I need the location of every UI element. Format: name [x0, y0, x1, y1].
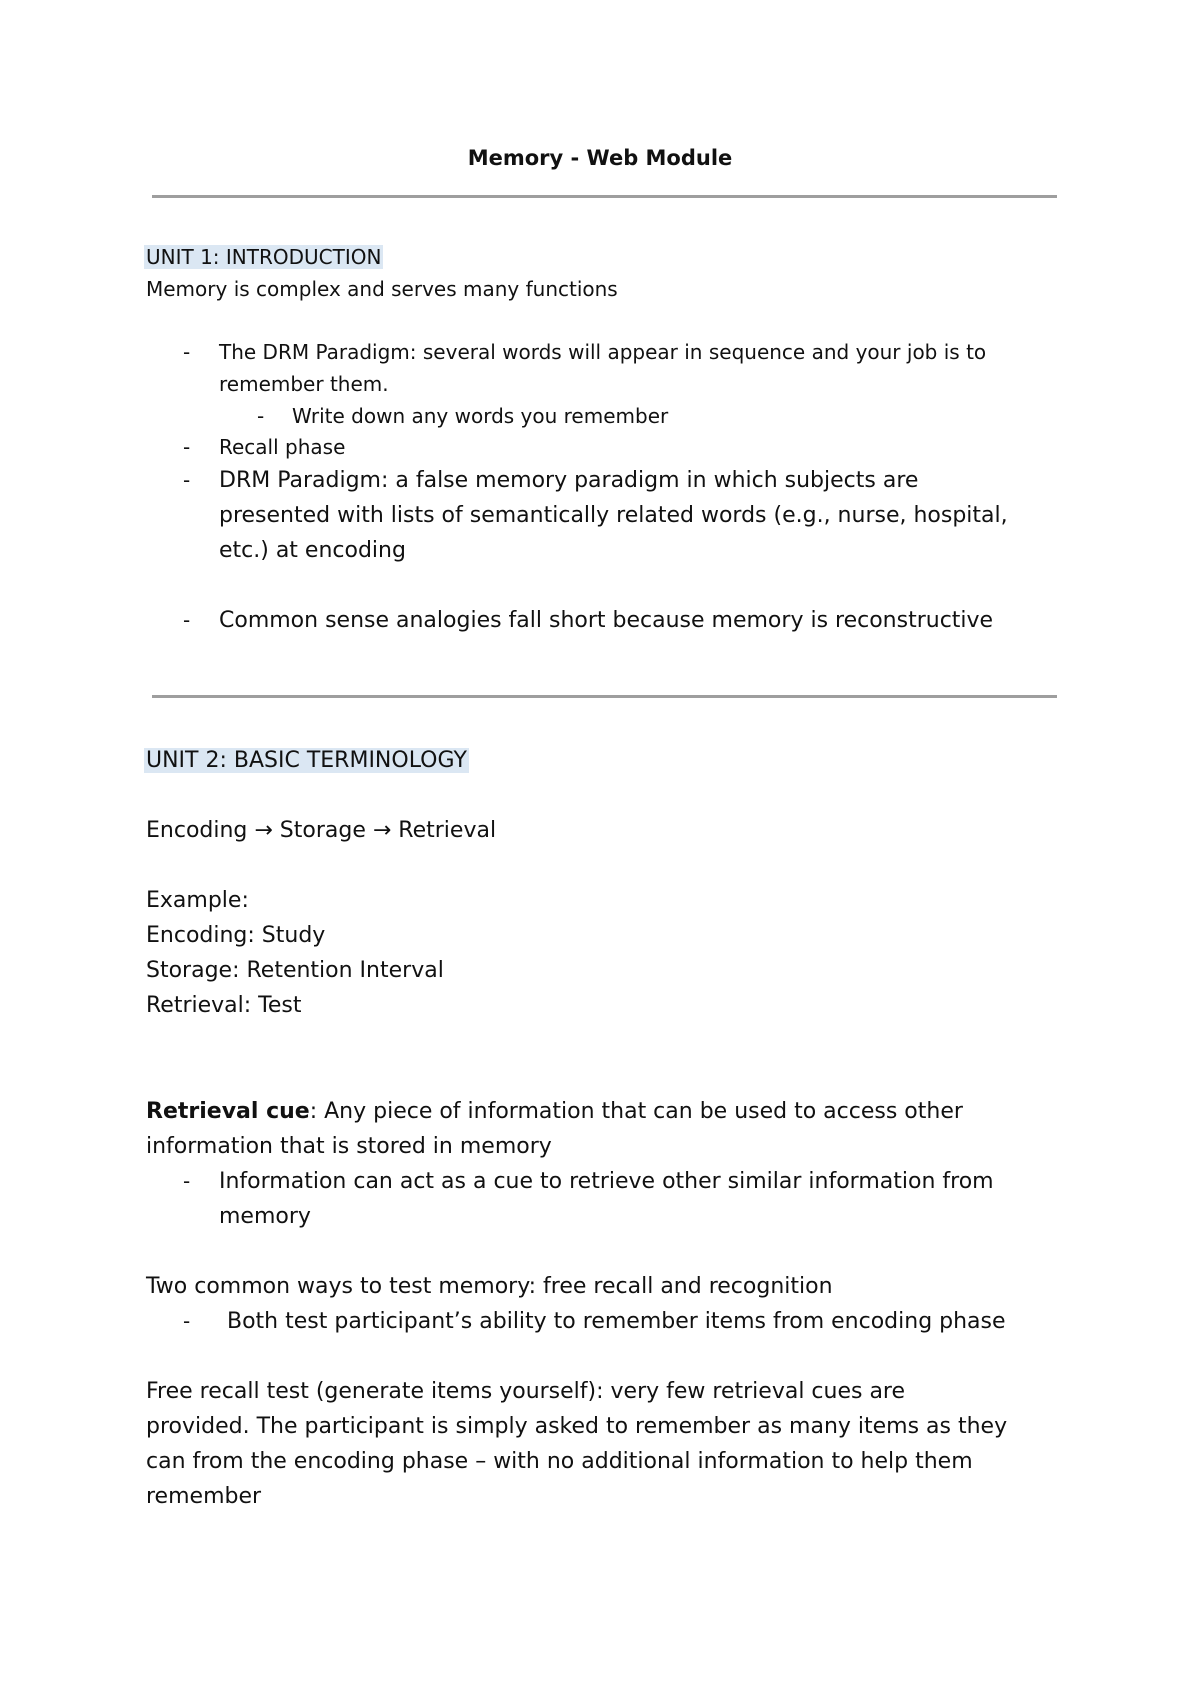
bullet-drm-definition-line3: etc.) at encoding [219, 538, 406, 563]
example-storage: Storage: Retention Interval [146, 958, 444, 983]
retrieval-cue-definition-line2: information that is stored in memory [146, 1134, 552, 1159]
unit1-heading-highlight: UNIT 1: INTRODUCTION [146, 245, 382, 269]
example-label: Example: [146, 888, 249, 913]
bullet-drm-definition-line2: presented with lists of semantically related words (e.g., nurse, hospital, [219, 503, 1008, 528]
sub-bullet-dash: - [257, 404, 265, 428]
bullet-dash: - [183, 435, 191, 459]
sub-bullet-write-down: Write down any words you remember [292, 404, 669, 428]
bullet-drm-line1: The DRM Paradigm: several words will appear in sequence and your job is to [219, 340, 987, 364]
free-recall-line2: provided. The participant is simply asked to remember as many items as they [146, 1414, 1008, 1439]
horizontal-divider [152, 695, 1057, 698]
example-encoding: Encoding: Study [146, 923, 326, 948]
bullet-recall-phase: Recall phase [219, 435, 346, 459]
free-recall-line1: Free recall test (generate items yourself): very few retrieval cues are [146, 1379, 906, 1404]
example-retrieval: Retrieval: Test [146, 993, 302, 1018]
bullet-drm-definition-line1: DRM Paradigm: a false memory paradigm in which subjects are [219, 468, 919, 493]
free-recall-line3: can from the encoding phase – with no additional information to help them [146, 1449, 973, 1474]
retrieval-cue-definition-line1 [146, 1099, 963, 1124]
retrieval-cue-definition-text: : Any piece of information that can be used to access other [309, 1099, 963, 1124]
retrieval-cue-term: Retrieval cue [146, 1099, 310, 1124]
bullet-dash: - [183, 340, 191, 364]
bullet-dash: - [183, 608, 191, 632]
bullet-common-sense: Common sense analogies fall short because memory is reconstructive [219, 608, 994, 633]
unit1-intro: Memory is complex and serves many functions [146, 277, 618, 301]
two-ways-bullet: Both test participant’s ability to remember items from encoding phase [227, 1309, 1006, 1334]
unit1-heading [146, 245, 383, 269]
bullet-dash: - [183, 1169, 191, 1193]
bullet-drm-line2: remember them. [219, 372, 389, 396]
retrieval-cue-bullet-line2: memory [219, 1204, 311, 1229]
unit2-heading [146, 748, 469, 773]
bullet-dash: - [183, 1309, 191, 1333]
retrieval-cue-bullet-line1: Information can act as a cue to retrieve other similar information from [219, 1169, 994, 1194]
document-title: Memory - Web Module [467, 146, 733, 170]
horizontal-divider [152, 195, 1057, 198]
two-ways-to-test: Two common ways to test memory: free recall and recognition [146, 1274, 833, 1299]
free-recall-line4: remember [146, 1484, 262, 1509]
unit2-heading-highlight: UNIT 2: BASIC TERMINOLOGY [146, 748, 467, 773]
memory-stages-flow: Encoding → Storage → Retrieval [146, 818, 497, 843]
bullet-dash: - [183, 468, 191, 492]
